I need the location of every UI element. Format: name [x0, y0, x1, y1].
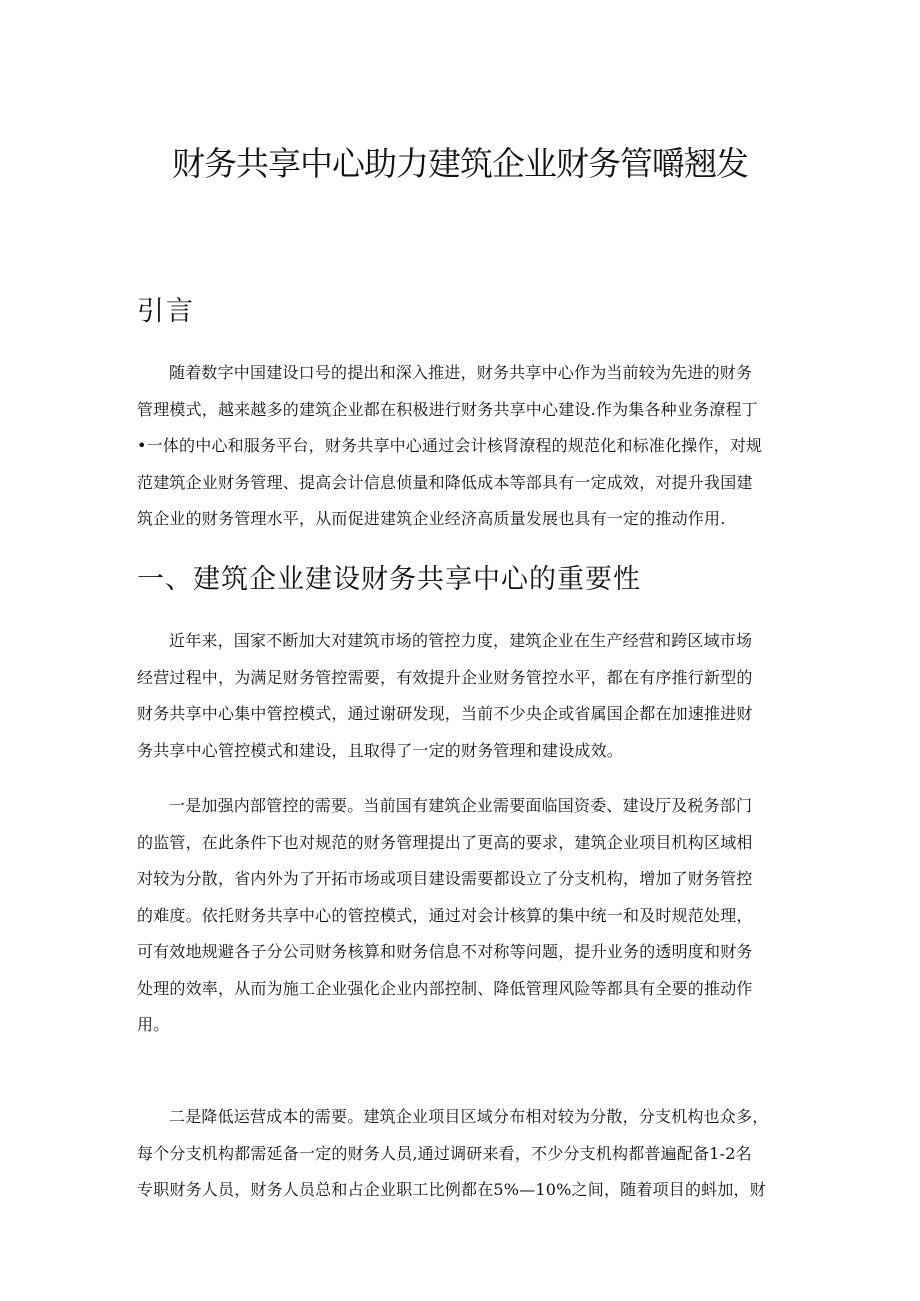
- paragraph-line: 管理模式，越来越多的建筑企业都在积极进行财务共享中心建设.作为集各种业务潦程丁: [137, 399, 758, 419]
- paragraph-line: 一是加强内部管控的需要。当前国有建筑企业需要面临国资委、建设厅及税务部门: [169, 796, 753, 815]
- paragraph-line: 用。: [137, 1015, 170, 1034]
- paragraph-line: 范建筑企业财务管理、提高会计信息侦量和降低成本等部具有一定成效，对提升我国建: [137, 472, 753, 492]
- paragraph-line: 务共享中心管控模式和建设，且取得了一定的财务管理和建设成效。: [137, 740, 624, 760]
- section1-paragraph-3: [137, 1099, 789, 1209]
- paragraph-line: 专职财务人员，财务人员总和占企业职工比例都在5%—10%之间，随着项目的蚪加，财: [137, 1180, 766, 1199]
- paragraph-line: 处理的效率，从而为施工企业强化企业内部控制、降低管理风险等都具有全要的推动作: [137, 978, 753, 998]
- paragraph-line: 经营过程中，为满足财务管控需要，有效提升企业财务管控水平，都在有序推行新型的: [137, 667, 753, 687]
- paragraph-line: 随着数字中国建设口号的提出和深入推进，财务共享中心作为当前较为先进的财务: [169, 363, 753, 382]
- paragraph-line: 对较为分散，省内外为了开拓市场或项目建设需要都设立了分支机构，增加了财务管控: [137, 869, 753, 888]
- paragraph-line: 二是降低运营成本的需要。建筑企业项目区域分布相对较为分散，分支机构也众多，: [169, 1107, 769, 1126]
- paragraph-line: 近年来，国家不断加大对建筑市场的管控力度，建筑企业在生产经营和跨区域市场: [169, 631, 753, 650]
- intro-heading: 引言: [137, 296, 195, 327]
- paragraph-line: 财务共享中心集中管控模式，通过谢研发现，当前不少央企或省属国企都在加速推进财: [137, 704, 753, 723]
- document-title: 财务共享中心助力建筑企业财务管嚼翘发: [172, 144, 748, 183]
- paragraph-line: 的难度。依托财务共享中心的管控模式，通过对会计核算的集中统一和及时规范处理，: [137, 905, 753, 925]
- paragraph-line: •一体的中心和服务平台，财务共享中心通过会计核肾潦程的规范化和标准化操作，对规: [137, 436, 763, 455]
- intro-paragraph: [137, 355, 789, 538]
- paragraph-line: 筑企业的财务管理水平，从而促进建筑企业经济高质量发展也具有一定的推动作用.: [137, 509, 726, 528]
- section1-paragraph-1: [137, 623, 789, 769]
- section1-heading: 一、建筑企业建设财务共享中心的重要性: [137, 564, 641, 595]
- paragraph-line: 可有效地规避各子分公司财务核算和财务信息不对称等问题，提升业务的透明度和财务: [137, 942, 753, 961]
- paragraph-line: 的监管，在此条件下也对规范的财务管理提出了更高的要求，建筑企业项目机构区域相: [137, 832, 753, 852]
- section1-paragraph-2: [137, 788, 789, 1044]
- paragraph-line: 每个分支机构都需延备一定的财务人员,通过调研来看，不少分支机构都普遍配备1-2名: [137, 1143, 752, 1163]
